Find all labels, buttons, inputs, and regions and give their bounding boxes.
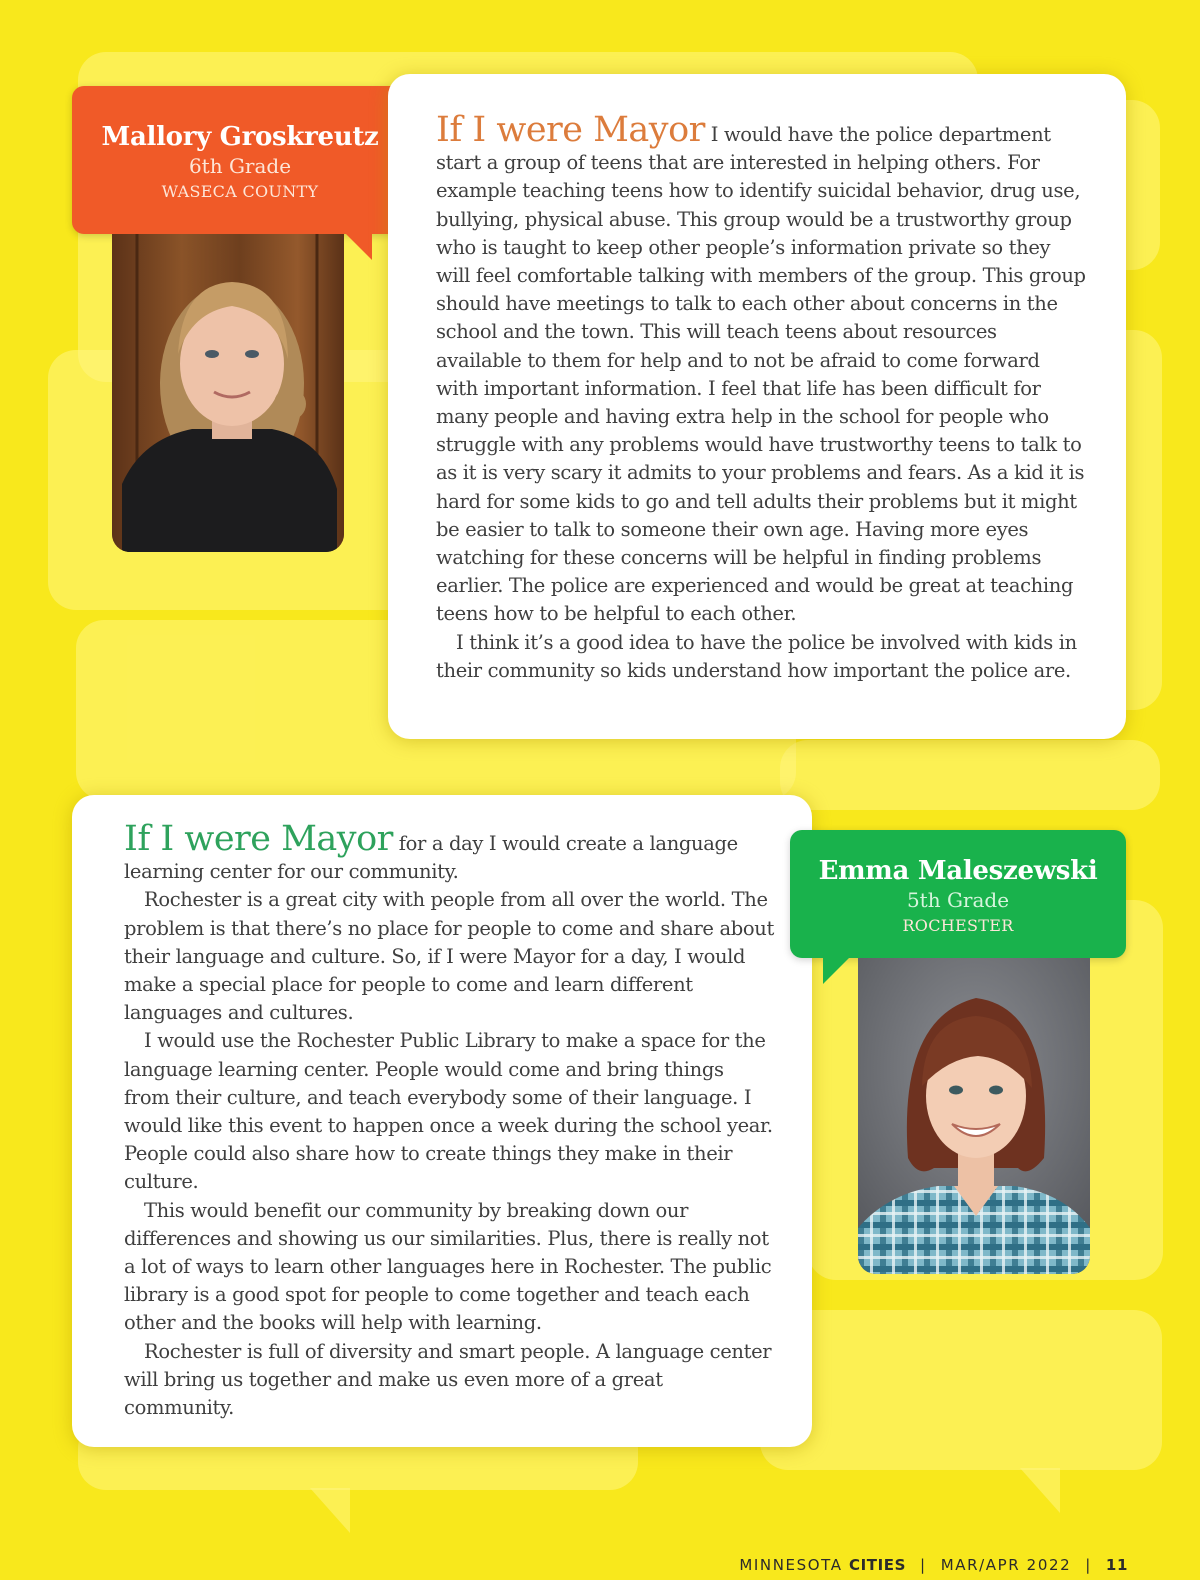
essay-lead-heading: If I were Mayor (436, 110, 705, 150)
student-photo-emma (858, 958, 1090, 1274)
essay-card-emma (72, 795, 812, 1447)
essay-body (124, 819, 774, 1422)
page-footer: MINNESOTA CITIES | MAR/APR 2022 | 11 (739, 1556, 1128, 1574)
student-grade: 5th Grade (906, 888, 1010, 912)
student-photo-mallory (112, 234, 344, 552)
name-tag-pointer (344, 232, 372, 260)
student-name: Emma Maleszewski (818, 856, 1098, 886)
student-name-tag-mallory (72, 86, 408, 234)
page-number: 11 (1105, 1556, 1128, 1574)
essay-paragraph: I would use the Rochester Public Library to make a space for the language learning center. People would come and bring things from their culture, and teach everybody some of their language. I would like this event to happen once a week during the school year. People could also share how to create things they make in their culture. (124, 1029, 773, 1194)
background-bubble-tail (1020, 1468, 1060, 1513)
background-bubble (760, 1310, 1162, 1470)
essay-paragraph: This would benefit our community by breaking down our differences and showing us our similarities. Plus, there is really not a lot of ways to learn other languages here in Rochester. The public library is a good spot for people to come together and teach each other and the books will help with learning. (124, 1198, 772, 1335)
essay-lead-heading: If I were Mayor (124, 819, 393, 859)
student-name: Mallory Groskreutz (101, 122, 379, 152)
student-name-tag-emma (790, 830, 1126, 958)
essay-paragraph: I think it’s a good idea to have the police be involved with kids in their community so kids understand how important the police are. (436, 630, 1077, 682)
name-tag-pointer (823, 956, 851, 984)
essay-paragraph: Rochester is a great city with people from all over the world. The problem is that there’s no place for people to come and share about their language and culture. So, if I were Mayor for a day, I would make a special place for people to come and learn different languages and cultures. (124, 888, 774, 1025)
background-bubble (780, 740, 1160, 810)
essay-lead-text: for a day I would create a language learning center for our community. (124, 832, 738, 884)
essay-paragraph: Rochester is full of diversity and smart people. A language center will bring us together and make us even more of a great community. (124, 1339, 772, 1420)
essay-body (436, 110, 1086, 685)
essay-card-mallory (388, 74, 1126, 739)
student-county: ROCHESTER (902, 916, 1014, 935)
publication-name: MINNESOTA CITIES (739, 1556, 907, 1574)
essay-lead-text: I would have the police department start a group of teens that are interested in helping others. For example teaching teens how to identify suicidal behavior, drug use, bullying, physical abuse. This group would be a trustworthy group who is taught to keep other people’s information private so they will feel comfortable talking with members of the group. This group should have meetings to talk to each other about concerns in the school and the town. This will teach teens about resources available to them for help and to not be afraid to come forward with important information. I feel that life has been difficult for many people and having extra help in the school for people who struggle with any problems would have trustworthy teens to talk to as it is very scary it admits to your problems and fears. As a kid it is hard for some kids to go and tell adults their problems but it might be easier to talk to someone their own age. Having more eyes watching for these concerns will be helpful in finding problems earlier. The police are experienced and would be great at teaching teens how to be helpful to each other. (436, 123, 1086, 626)
issue-date: MAR/APR 2022 (940, 1556, 1072, 1574)
background-bubble-tail (310, 1488, 350, 1533)
student-county: WASECA COUNTY (161, 182, 319, 201)
student-grade: 6th Grade (188, 154, 292, 178)
